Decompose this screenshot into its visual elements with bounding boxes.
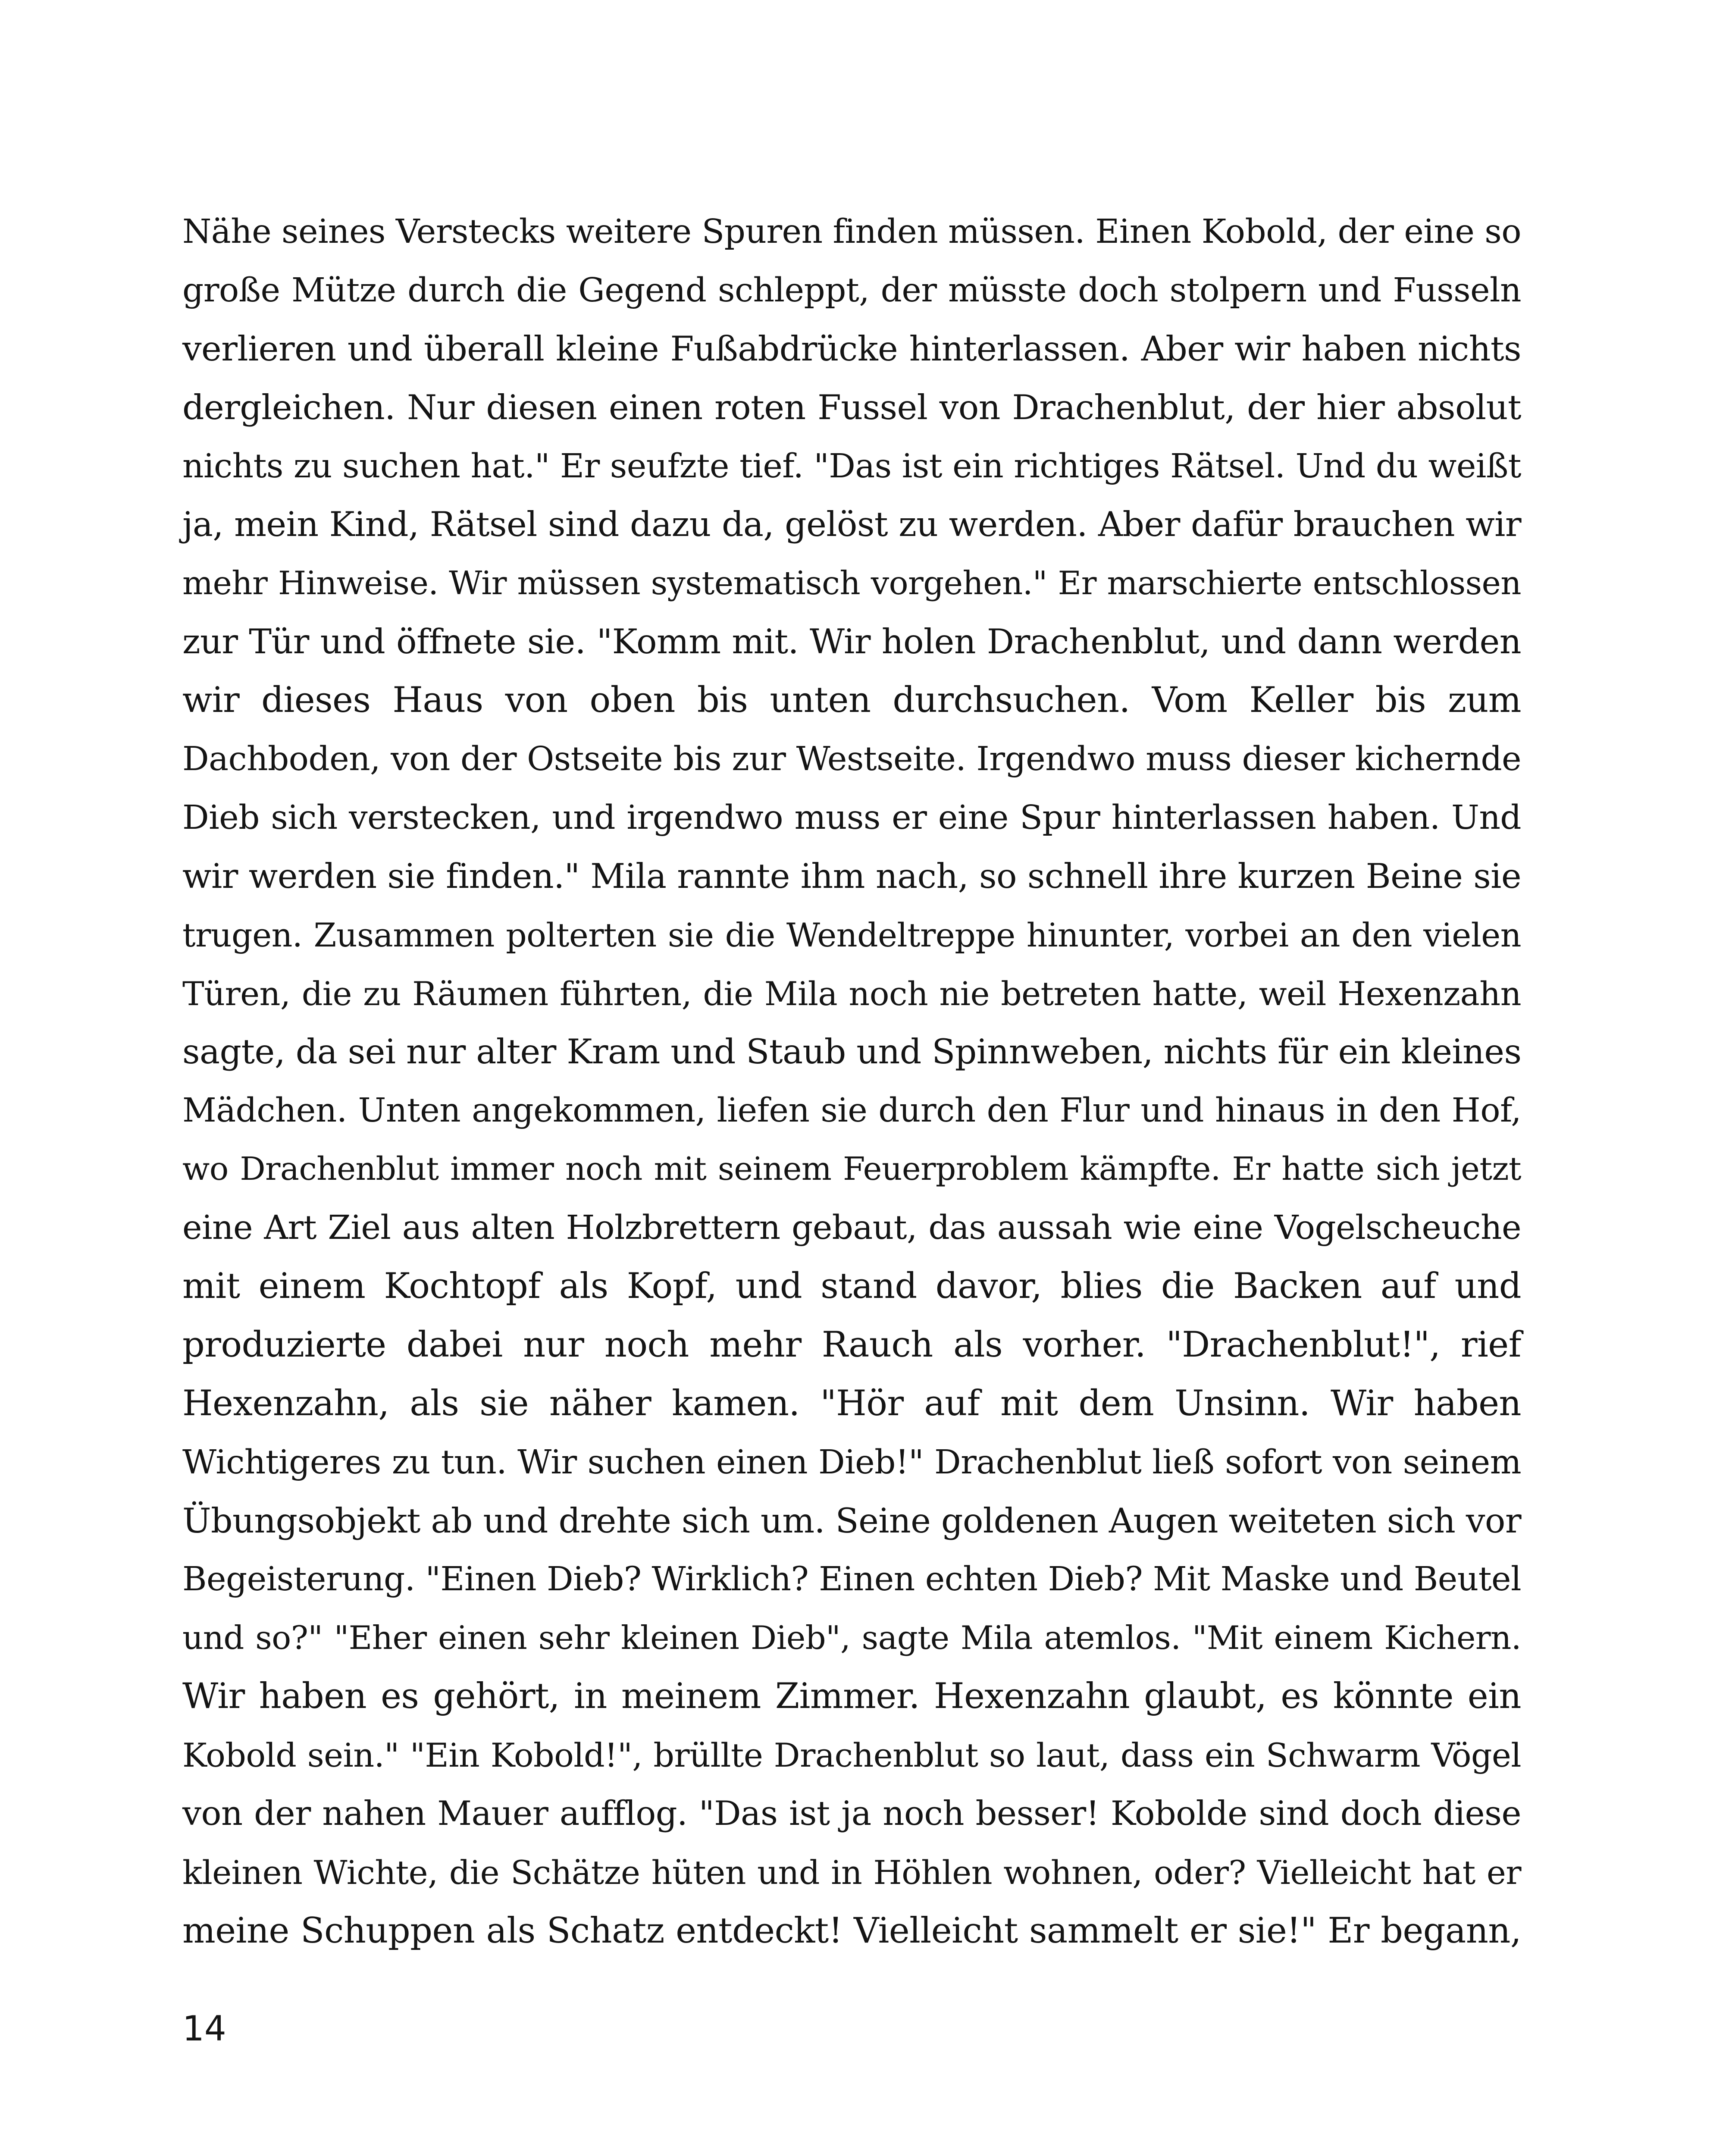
page-number: 14 <box>182 2009 226 2049</box>
text-line: trugen. Zusammen polterten sie die Wendeltreppe hinunter, vorbei an den vielen <box>182 915 1521 954</box>
body-text <box>182 203 1521 1961</box>
text-line: mit einem Kochtopf als Kopf, und stand davor, blies die Backen auf und <box>182 1266 1521 1307</box>
text-line: Wichtigeres zu tun. Wir suchen einen Dieb!" Drachenblut ließ sofort von seinem <box>182 1443 1521 1482</box>
text-line: verlieren und überall kleine Fußabdrücke hinterlassen. Aber wir haben nichts <box>182 329 1521 369</box>
text-line: mehr Hinweise. Wir müssen systematisch vorgehen." Er marschierte entschlossen <box>182 564 1521 602</box>
text-line: meine Schuppen als Schatz entdeckt! Vielleicht sammelt er sie!" Er begann, <box>182 1910 1521 1951</box>
text-line: große Mütze durch die Gegend schleppt, der müsste doch stolpern und Fusseln <box>182 271 1521 310</box>
text-line: Kobold sein." "Ein Kobold!", brüllte Drachenblut so laut, dass ein Schwarm Vögel <box>182 1736 1521 1775</box>
text-line: wir dieses Haus von oben bis unten durchsuchen. Vom Keller bis zum <box>182 680 1521 721</box>
text-line: zur Tür und öffnete sie. "Komm mit. Wir holen Drachenblut, und dann werden <box>182 622 1521 662</box>
text-line: produzierte dabei nur noch mehr Rauch als vorher. "Drachenblut!", rief <box>182 1324 1521 1365</box>
text-line: Nähe seines Verstecks weitere Spuren finden müssen. Einen Kobold, der eine so <box>182 213 1521 251</box>
text-line: Übungsobjekt ab und drehte sich um. Seine goldenen Augen weiteten sich vor <box>182 1501 1521 1541</box>
text-line: Hexenzahn, als sie näher kamen. "Hör auf mit dem Unsinn. Wir haben <box>182 1383 1521 1424</box>
text-line: Begeisterung. "Einen Dieb? Wirklich? Einen echten Dieb? Mit Maske und Beutel <box>182 1560 1521 1599</box>
text-line: Türen, die zu Räumen führten, die Mila noch nie betreten hatte, weil Hexenzahn <box>182 974 1521 1013</box>
text-line: Mädchen. Unten angekommen, liefen sie durch den Flur und hinaus in den Hof, <box>182 1091 1521 1130</box>
text-line: ja, mein Kind, Rätsel sind dazu da, gelöst zu werden. Aber dafür brauchen wir <box>182 505 1521 545</box>
text-line: sagte, da sei nur alter Kram und Staub und Spinnweben, nichts für ein kleines <box>182 1032 1522 1072</box>
text-line: und so?" "Eher einen sehr kleinen Dieb", sagte Mila atemlos. "Mit einem Kichern. <box>182 1619 1521 1657</box>
text-line: Dachboden, von der Ostseite bis zur Westseite. Irgendwo muss dieser kichernde <box>182 740 1521 779</box>
text-line: wir werden sie finden." Mila rannte ihm nach, so schnell ihre kurzen Beine sie <box>182 856 1521 896</box>
text-line: Dieb sich verstecken, und irgendwo muss er eine Spur hinterlassen haben. Und <box>182 798 1521 837</box>
text-line: Wir haben es gehört, in meinem Zimmer. Hexenzahn glaubt, es könnte ein <box>182 1676 1521 1717</box>
text-line: eine Art Ziel aus alten Holzbrettern gebaut, das aussah wie eine Vogelscheuche <box>182 1209 1521 1247</box>
text-line: nichts zu suchen hat." Er seufzte tief. "Das ist ein richtiges Rätsel. Und du weißt <box>182 447 1521 486</box>
text-line: kleinen Wichte, die Schätze hüten und in Höhlen wohnen, oder? Vielleicht hat er <box>182 1853 1521 1892</box>
text-line: wo Drachenblut immer noch mit seinem Feuerproblem kämpfte. Er hatte sich jetzt <box>182 1150 1521 1188</box>
text-line: von der nahen Mauer aufflog. "Das ist ja noch besser! Kobolde sind doch diese <box>182 1794 1521 1833</box>
text-line: dergleichen. Nur diesen einen roten Fussel von Drachenblut, der hier absolut <box>182 387 1521 427</box>
